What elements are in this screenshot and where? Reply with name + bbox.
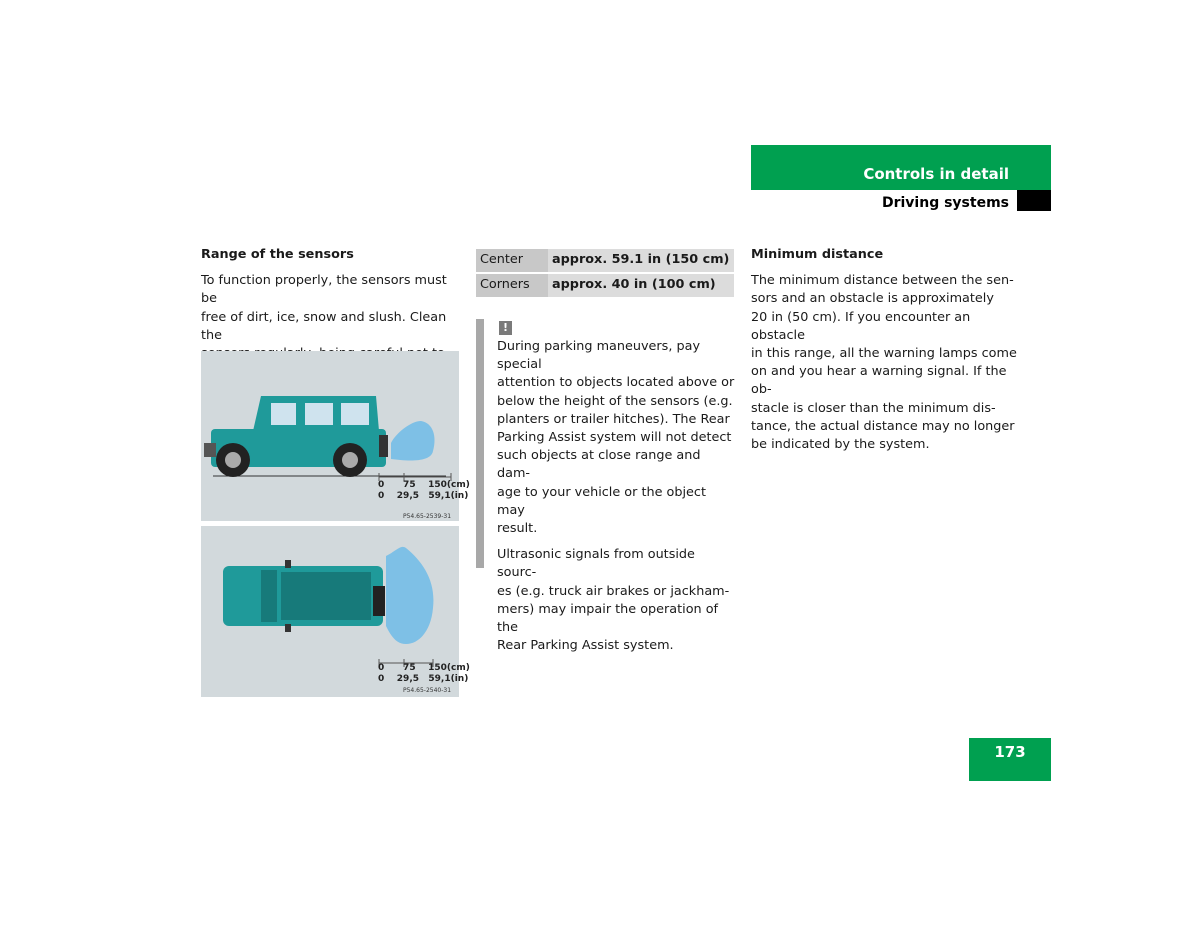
minimum-distance-paragraph: The minimum distance between the sen- sors and an obstacle is approximately 20 in (50 cm). If you encounter an obstacle in this range, all the warning lamps come on and you hear a warning signal. If the ob- stacle is closer than the minimum dis- tance, the actual distance may no longer be indicated by the system. <box>751 273 1017 453</box>
range-paragraph: To function properly, the sensors must be free of dirt, ice, snow and slush. Clean the <box>201 273 447 343</box>
section-subtitle: Driving systems <box>881 195 1009 211</box>
minimum-distance-heading: Minimum distance <box>751 247 884 262</box>
table-row <box>476 249 734 272</box>
warning-icon: ! <box>499 321 512 335</box>
side-view-figure <box>201 351 470 521</box>
top-view-figure <box>201 526 470 697</box>
table-row <box>476 274 734 297</box>
section-title: Controls in detail <box>863 165 1009 183</box>
table-value: approx. 59.1 in (150 cm) <box>548 249 734 272</box>
range-table <box>476 249 734 299</box>
scale-cm-side: 0 75 150(cm) <box>378 480 470 490</box>
figure-code-side: P54.65-2539-31 <box>403 513 452 520</box>
section-marker <box>1017 190 1051 211</box>
scale-cm-top: 0 75 150(cm) <box>378 663 470 673</box>
table-value: approx. 40 in (100 cm) <box>548 274 734 297</box>
note-paragraph-2: Ultrasonic signals from outside sourc- es (e.g. truck air brakes or jackham- mers) may impair the operation of the Rear Parking Assist system. <box>497 547 730 654</box>
figure-code-top: P54.65-2540-31 <box>403 687 452 694</box>
range-heading: Range of the sensors <box>201 247 354 262</box>
right-column <box>751 246 1021 454</box>
sensor-range-side <box>391 421 435 461</box>
scale-in-top: 0 29,5 59,1(in) <box>378 674 469 684</box>
page-number: 173 <box>969 738 1051 781</box>
warning-note <box>476 319 735 654</box>
note-paragraph-1: During parking maneuvers, pay special attention to objects located above or below the height of the sensors (e.g. planters or trailer hitches). The Rear Parking Assist system will not detect such objects at close range and dam- age to your vehicle or the object may result. <box>497 339 735 537</box>
table-label: Corners <box>476 274 548 297</box>
scale-in-side: 0 29,5 59,1(in) <box>378 491 469 501</box>
sensor-range-top <box>386 547 433 644</box>
section-header-bar <box>751 145 1051 190</box>
note-bar <box>476 319 484 568</box>
table-label: Center <box>476 249 548 272</box>
